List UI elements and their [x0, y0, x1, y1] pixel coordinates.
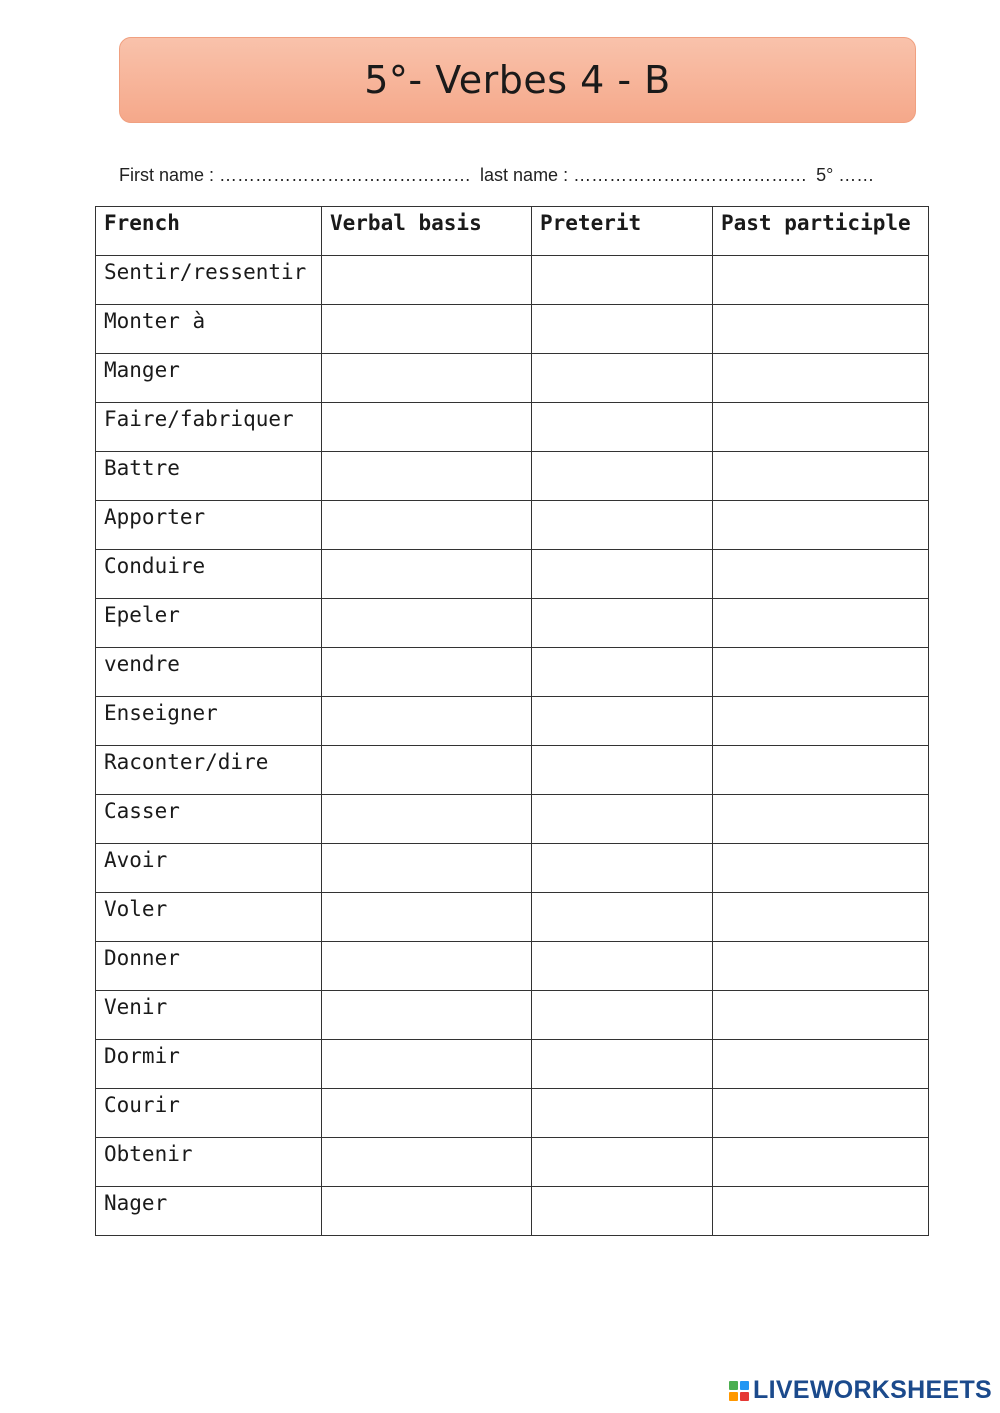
- french-verb-cell: Donner: [96, 942, 322, 991]
- past-participle-input[interactable]: [713, 893, 929, 942]
- french-verb-cell: Conduire: [96, 550, 322, 599]
- preterit-input[interactable]: [532, 942, 713, 991]
- table-row: [96, 305, 929, 354]
- logo-square-blue: [740, 1381, 749, 1390]
- preterit-input[interactable]: [532, 501, 713, 550]
- verbal-basis-input[interactable]: [322, 746, 532, 795]
- french-verb-cell: Obtenir: [96, 1138, 322, 1187]
- preterit-input[interactable]: [532, 403, 713, 452]
- french-verb-cell: Nager: [96, 1187, 322, 1236]
- french-verb-cell: Voler: [96, 893, 322, 942]
- past-participle-input[interactable]: [713, 1040, 929, 1089]
- table-row: [96, 501, 929, 550]
- french-verb-cell: Raconter/dire: [96, 746, 322, 795]
- verbal-basis-input[interactable]: [322, 697, 532, 746]
- past-participle-input[interactable]: [713, 746, 929, 795]
- past-participle-input[interactable]: [713, 942, 929, 991]
- french-verb-cell: Courir: [96, 1089, 322, 1138]
- table-row: [96, 648, 929, 697]
- verbal-basis-input[interactable]: [322, 501, 532, 550]
- preterit-input[interactable]: [532, 354, 713, 403]
- logo-text: LIVEWORKSHEETS: [753, 1376, 992, 1404]
- french-verb-cell: Manger: [96, 354, 322, 403]
- past-participle-input[interactable]: [713, 501, 929, 550]
- past-participle-input[interactable]: [713, 1187, 929, 1236]
- french-verb-cell: Apporter: [96, 501, 322, 550]
- table-row: [96, 1040, 929, 1089]
- name-line: [119, 165, 878, 186]
- logo-square-red: [740, 1392, 749, 1401]
- verbal-basis-input[interactable]: [322, 1187, 532, 1236]
- first-name-field[interactable]: First name : ……………………………………: [119, 165, 477, 185]
- page-title: 5°- Verbes 4 - B: [364, 58, 671, 102]
- preterit-input[interactable]: [532, 1040, 713, 1089]
- preterit-input[interactable]: [532, 1089, 713, 1138]
- table-row: [96, 452, 929, 501]
- verbal-basis-input[interactable]: [322, 991, 532, 1040]
- verbal-basis-input[interactable]: [322, 256, 532, 305]
- past-participle-input[interactable]: [713, 305, 929, 354]
- verbal-basis-input[interactable]: [322, 305, 532, 354]
- table-row: [96, 893, 929, 942]
- verbal-basis-input[interactable]: [322, 844, 532, 893]
- past-participle-input[interactable]: [713, 648, 929, 697]
- title-banner: [119, 37, 916, 123]
- verbal-basis-input[interactable]: [322, 452, 532, 501]
- verbal-basis-input[interactable]: [322, 550, 532, 599]
- past-participle-input[interactable]: [713, 795, 929, 844]
- table-row: [96, 942, 929, 991]
- verbal-basis-input[interactable]: [322, 648, 532, 697]
- table-row: [96, 795, 929, 844]
- past-participle-input[interactable]: [713, 256, 929, 305]
- french-verb-cell: vendre: [96, 648, 322, 697]
- table-row: [96, 844, 929, 893]
- verbal-basis-input[interactable]: [322, 354, 532, 403]
- header-preterit: Preterit: [532, 207, 713, 256]
- table-row: [96, 1138, 929, 1187]
- preterit-input[interactable]: [532, 452, 713, 501]
- table-row: [96, 354, 929, 403]
- french-verb-cell: Sentir/ressentir: [96, 256, 322, 305]
- past-participle-input[interactable]: [713, 844, 929, 893]
- table-row: [96, 550, 929, 599]
- french-verb-cell: Faire/fabriquer: [96, 403, 322, 452]
- verbal-basis-input[interactable]: [322, 403, 532, 452]
- last-name-field[interactable]: last name : …………………………………: [480, 165, 813, 185]
- preterit-input[interactable]: [532, 550, 713, 599]
- preterit-input[interactable]: [532, 746, 713, 795]
- past-participle-input[interactable]: [713, 452, 929, 501]
- past-participle-input[interactable]: [713, 991, 929, 1040]
- preterit-input[interactable]: [532, 599, 713, 648]
- header-verbal-basis: Verbal basis: [322, 207, 532, 256]
- header-french: French: [96, 207, 322, 256]
- verbal-basis-input[interactable]: [322, 942, 532, 991]
- french-verb-cell: Battre: [96, 452, 322, 501]
- table-row: [96, 1187, 929, 1236]
- logo-square-green: [729, 1381, 738, 1390]
- verbs-table: [95, 206, 929, 1236]
- table-row: [96, 1089, 929, 1138]
- logo-square-orange: [729, 1392, 738, 1401]
- past-participle-input[interactable]: [713, 1089, 929, 1138]
- past-participle-input[interactable]: [713, 697, 929, 746]
- preterit-input[interactable]: [532, 795, 713, 844]
- table-row: [96, 599, 929, 648]
- preterit-input[interactable]: [532, 844, 713, 893]
- past-participle-input[interactable]: [713, 403, 929, 452]
- past-participle-input[interactable]: [713, 550, 929, 599]
- table-row: [96, 256, 929, 305]
- french-verb-cell: Casser: [96, 795, 322, 844]
- table-row: [96, 746, 929, 795]
- class-field[interactable]: 5° ……: [816, 165, 875, 185]
- past-participle-input[interactable]: [713, 599, 929, 648]
- header-past-participle: Past participle: [713, 207, 929, 256]
- preterit-input[interactable]: [532, 648, 713, 697]
- preterit-input[interactable]: [532, 256, 713, 305]
- preterit-input[interactable]: [532, 697, 713, 746]
- french-verb-cell: Dormir: [96, 1040, 322, 1089]
- verbal-basis-input[interactable]: [322, 599, 532, 648]
- liveworksheets-logo: [729, 1376, 992, 1405]
- preterit-input[interactable]: [532, 1138, 713, 1187]
- table-header-row: [96, 207, 929, 256]
- french-verb-cell: Avoir: [96, 844, 322, 893]
- french-verb-cell: Enseigner: [96, 697, 322, 746]
- table-row: [96, 991, 929, 1040]
- verbal-basis-input[interactable]: [322, 795, 532, 844]
- preterit-input[interactable]: [532, 893, 713, 942]
- logo-icon: [729, 1381, 749, 1401]
- table-row: [96, 403, 929, 452]
- table-row: [96, 697, 929, 746]
- preterit-input[interactable]: [532, 991, 713, 1040]
- french-verb-cell: Venir: [96, 991, 322, 1040]
- verbal-basis-input[interactable]: [322, 1138, 532, 1187]
- preterit-input[interactable]: [532, 1187, 713, 1236]
- past-participle-input[interactable]: [713, 1138, 929, 1187]
- preterit-input[interactable]: [532, 305, 713, 354]
- french-verb-cell: Monter à: [96, 305, 322, 354]
- verbal-basis-input[interactable]: [322, 1040, 532, 1089]
- french-verb-cell: Epeler: [96, 599, 322, 648]
- verbal-basis-input[interactable]: [322, 893, 532, 942]
- verbal-basis-input[interactable]: [322, 1089, 532, 1138]
- past-participle-input[interactable]: [713, 354, 929, 403]
